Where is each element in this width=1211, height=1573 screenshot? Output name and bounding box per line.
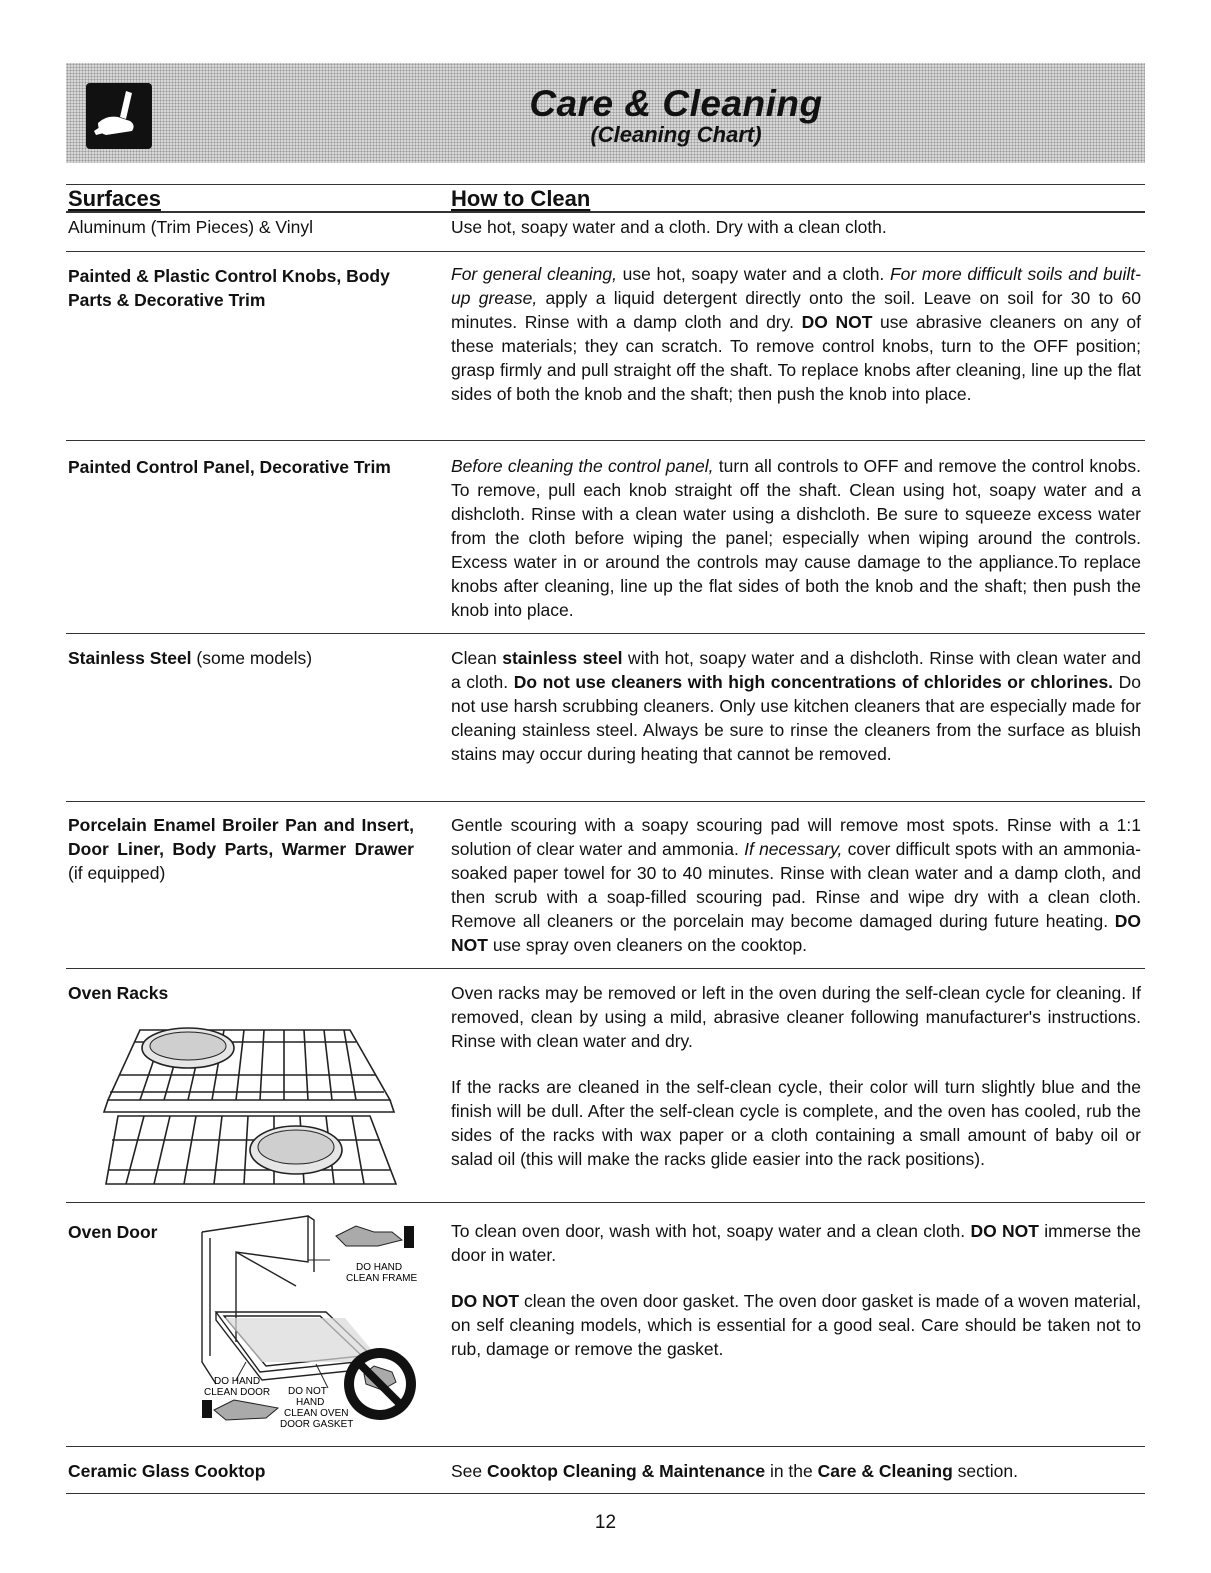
- row-divider: [66, 1202, 1145, 1203]
- clean-text-stainless-steel: Clean stainless steel with hot, soapy water and a dishcloth. Rinse with clean water and a cloth. Do not use cleaners with high concentrations of chlorides or chlorines. Do not use harsh scrubbing cleaners. Only use kitchen cleaners that are especially made for cleaning stainless steel. Always be sure to rinse the cleaners from the surface as bluish stains may occur during heating that cannot be removed.: [451, 648, 1141, 764]
- clean-text-knobs: For general cleaning, use hot, soapy water and a cloth. For more difficult soils and built-up grease, apply a liquid detergent directly onto the soil. Leave on soil for 30 to 60 minutes. Rinse with a damp cloth and dry. DO NOT use abrasive cleaners on any of these materials; they can scratch. To remove control knobs, turn to the OFF position; grasp firmly and pull straight off the shaft. To replace knobs after cleaning, line up the flat sides of both the knob and the shaft; then push the knob into place.: [451, 264, 1141, 404]
- callout-gasket-1: DO NOT: [288, 1386, 327, 1397]
- clean-text-oven-door: To clean oven door, wash with hot, soapy water and a clean cloth. DO NOT immerse the door in water. DO NOT clean the oven door gasket. The oven door gasket is made of a woven material, on self cleaning models, which is essential for a good seal. Care should be taken not to rub, damage or remove the gasket.: [451, 1221, 1141, 1359]
- callout-frame-1: DO HAND: [356, 1262, 403, 1273]
- oven-door-illustration: [196, 1212, 432, 1436]
- callout-gasket-3: CLEAN OVEN: [284, 1408, 349, 1419]
- oven-racks-illustration: [100, 1020, 400, 1192]
- surface-label-oven-door: Oven Door: [68, 1222, 158, 1242]
- callout-frame-2: CLEAN FRAME: [346, 1273, 418, 1284]
- page-number: 12: [594, 1512, 617, 1533]
- header-bottom-rule: [66, 211, 1145, 213]
- row-divider: [66, 440, 1145, 441]
- surface-label-stainless-steel: Stainless Steel (some models): [68, 648, 313, 668]
- callout-gasket-4: DOOR GASKET: [280, 1419, 354, 1430]
- clean-text-aluminum: Use hot, soapy water and a cloth. Dry with a clean cloth.: [451, 217, 887, 237]
- header-top-rule: [66, 184, 1145, 185]
- surface-label-knobs: Painted & Plastic Control Knobs, Body Parts & Decorative Trim: [68, 266, 390, 310]
- prohibited-icon: [344, 1348, 416, 1420]
- surface-label-aluminum: Aluminum (Trim Pieces) & Vinyl: [68, 217, 314, 237]
- clean-text-ceramic-glass: See Cooktop Cleaning & Maintenance in the Care & Cleaning section.: [451, 1461, 1018, 1481]
- row-divider: [66, 633, 1145, 634]
- how-to-clean-column-header: How to Clean: [451, 186, 591, 211]
- page-subtitle: (Cleaning Chart): [590, 122, 762, 147]
- row-divider: [66, 801, 1145, 802]
- row-divider: [66, 1493, 1145, 1494]
- row-divider: [66, 1446, 1145, 1447]
- page-title: Care & Cleaning: [529, 83, 823, 124]
- row-divider: [66, 968, 1145, 969]
- callout-gasket-2: HAND: [296, 1397, 325, 1408]
- clean-text-porcelain: Gentle scouring with a soapy scouring pad will remove most spots. Rinse with a 1:1 solution of clear water and ammonia. If necessary, cover difficult spots with an ammonia-soaked paper towel for 30 to 40 minutes. Rinse with clean water and a damp cloth, and then scrub with a soap-filled scouring pad. Rinse and wipe dry with a clean cloth. Remove all cleaners or the porcelain may become damaged during future heating. DO NOT use spray oven cleaners on the cooktop.: [451, 815, 1141, 955]
- header-banner: [66, 63, 1145, 163]
- surfaces-column-header: Surfaces: [68, 186, 161, 211]
- clean-text-control-panel: Before cleaning the control panel, turn all controls to OFF and remove the control knobs. To remove, pull each knob straight off the shaft. Clean using hot, soapy water and a dishcloth. Rinse with a clean water using a dishcloth. Be sure to squeeze excess water from the cloth before wiping the panel; especially when wiping around the controls. Excess water in or around the controls may cause damage to the appliance.To replace knobs after cleaning, line up the flat sides of both the knob and the shaft; then push the knob into place.: [451, 456, 1141, 620]
- row-divider: [66, 251, 1145, 252]
- surface-label-control-panel: Painted Control Panel, Decorative Trim: [68, 457, 391, 477]
- surface-label-ceramic-glass: Ceramic Glass Cooktop: [68, 1461, 266, 1481]
- hand-cleaning-icon: [86, 83, 152, 149]
- surface-label-porcelain: Porcelain Enamel Broiler Pan and Insert, Door Liner, Body Parts, Warmer Drawer (if equipped): [68, 815, 414, 883]
- surface-label-oven-racks: Oven Racks: [68, 983, 169, 1003]
- callout-door-2: CLEAN DOOR: [204, 1387, 271, 1398]
- clean-text-oven-racks: Oven racks may be removed or left in the oven during the self-clean cycle for cleaning. If removed, clean by using a mild, abrasive cleaner following manufacturer's instructions. Rinse with clean water and dry. If the racks are cleaned in the self-clean cycle, their color will turn slightly blue and the finish will be dull. After the self-clean cycle is complete, and the oven has cooled, rub the sides of the racks with wax paper or a cloth containing a small amount of baby oil or salad oil (this will make the racks glide easier into the rack positions).: [451, 983, 1141, 1169]
- callout-door-1: DO HAND: [214, 1376, 261, 1387]
